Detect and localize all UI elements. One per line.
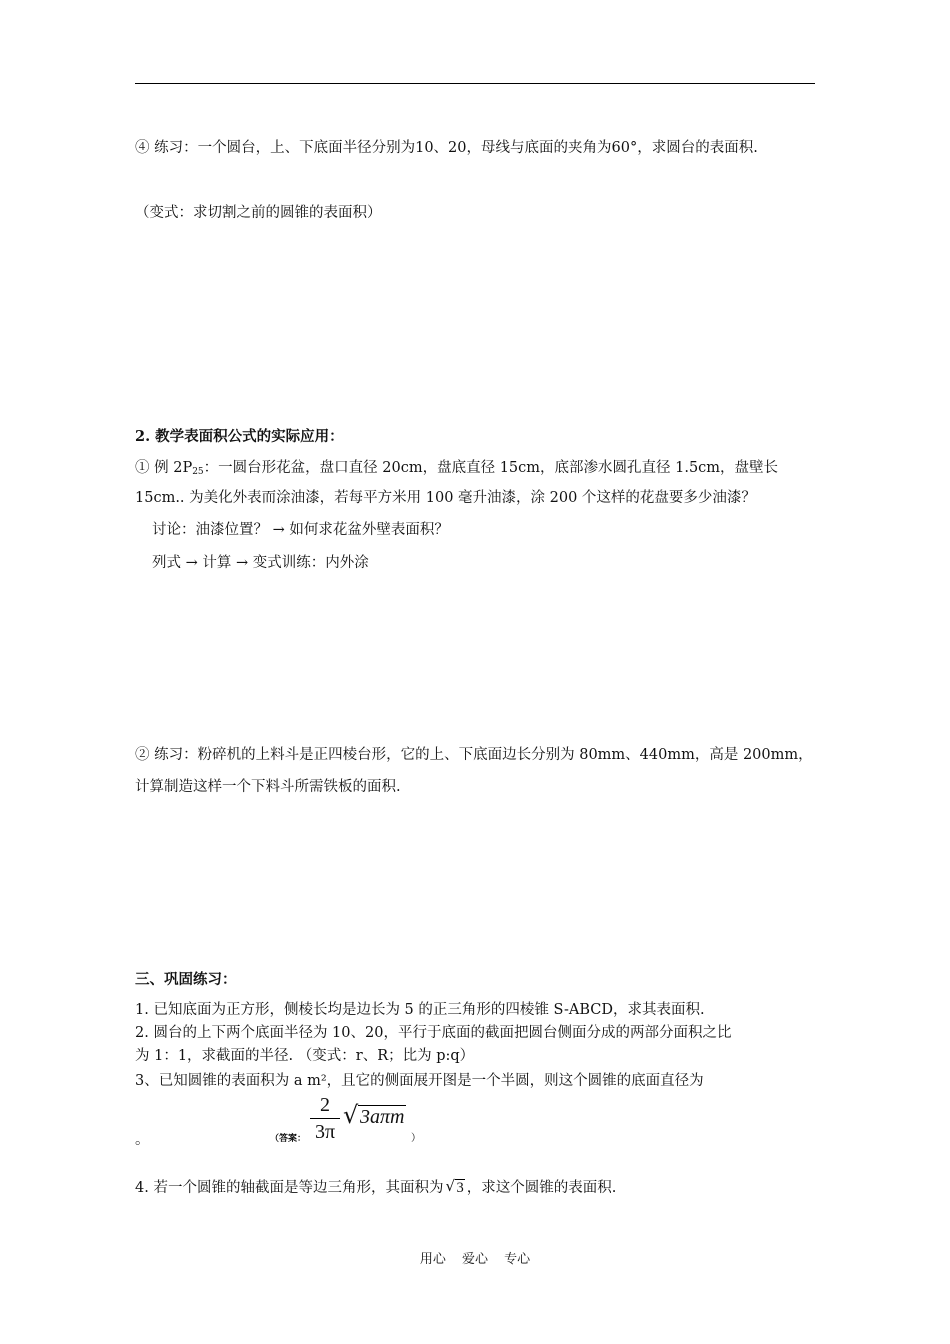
fraction-bar xyxy=(310,1118,340,1119)
section-2-heading: 2. 教学表面积公式的实际应用： xyxy=(135,428,344,445)
header-rule xyxy=(135,83,815,84)
answer-close: ） xyxy=(411,1133,421,1144)
exercise-4-variant: （变式：求切割之前的圆锥的表面积） xyxy=(135,205,382,221)
q4-prefix: 4. 若一个圆锥的轴截面是等边三角形，其面积为 xyxy=(135,1180,444,1196)
exercise-2-line-1: ② 练习：粉碎机的上料斗是正四棱台形，它的上、下底面边长分别为 80mm、440mm，高是 200mm， xyxy=(135,747,813,763)
example-line-2: 15cm.. 为美化外表而涂油漆，若每平方米用 100 毫升油漆，涂 200 个这样的花盘要多少油漆？ xyxy=(135,490,756,506)
question-2-line-1: 2. 圆台的上下两个底面半径为 10、20，平行于底面的截面把圆台侧面分成的两部分面积之比 xyxy=(135,1025,732,1041)
question-3-line-2: 。 xyxy=(135,1132,150,1148)
page-footer: 用心 爱心 专心 xyxy=(419,1252,531,1267)
answer-fraction xyxy=(310,1093,340,1144)
example-rest: ：一圆台形花盆，盘口直径 20cm，盘底直径 15cm，底部渗水圆孔直径 1.5cm，盘壁长 xyxy=(203,460,779,476)
sqrt-sign-icon: √ xyxy=(343,1101,359,1129)
example-line-1 xyxy=(135,458,778,482)
question-4 xyxy=(135,1178,616,1198)
q4-radicand: 3 xyxy=(456,1180,464,1196)
answer-formula xyxy=(270,1093,430,1149)
exercise-2-line-2: 计算制造这样一个下料斗所需铁板的面积. xyxy=(135,779,401,795)
question-1: 1. 已知底面为正方形，侧棱长均是边长为 5 的正三角形的四棱锥 S-ABCD，求其表面积. xyxy=(135,1002,705,1018)
steps-line: 列式 → 计算 → 变式训练：内外涂 xyxy=(152,555,369,571)
example-subscript: 25 xyxy=(192,467,204,477)
answer-radicand: 3aπm xyxy=(360,1106,405,1128)
section-3-heading: 三、巩固练习： xyxy=(135,971,237,988)
exercise-4: ④ 练习：一个圆台，上、下底面半径分别为10、20，母线与底面的夹角为60°，求圆台的表面积. xyxy=(135,140,758,156)
question-2-line-2: 为 1：1，求截面的半径. （变式：r、R；比为 p:q） xyxy=(135,1048,475,1064)
q4-suffix: ，求这个圆锥的表面积. xyxy=(466,1180,617,1196)
discussion-line: 讨论：油漆位置？ → 如何求花盆外壁表面积？ xyxy=(152,522,449,538)
answer-denominator: 3π xyxy=(314,1121,336,1143)
q4-sqrt xyxy=(445,1178,464,1198)
question-3-line-1: 3、已知圆锥的表面积为 a m²，且它的侧面展开图是一个半圆，则这个圆锥的底面直径为 xyxy=(135,1073,704,1089)
answer-label: （答案： xyxy=(270,1134,307,1144)
example-prefix: ① 例 2P xyxy=(135,460,193,476)
answer-numerator: 2 xyxy=(320,1094,330,1116)
